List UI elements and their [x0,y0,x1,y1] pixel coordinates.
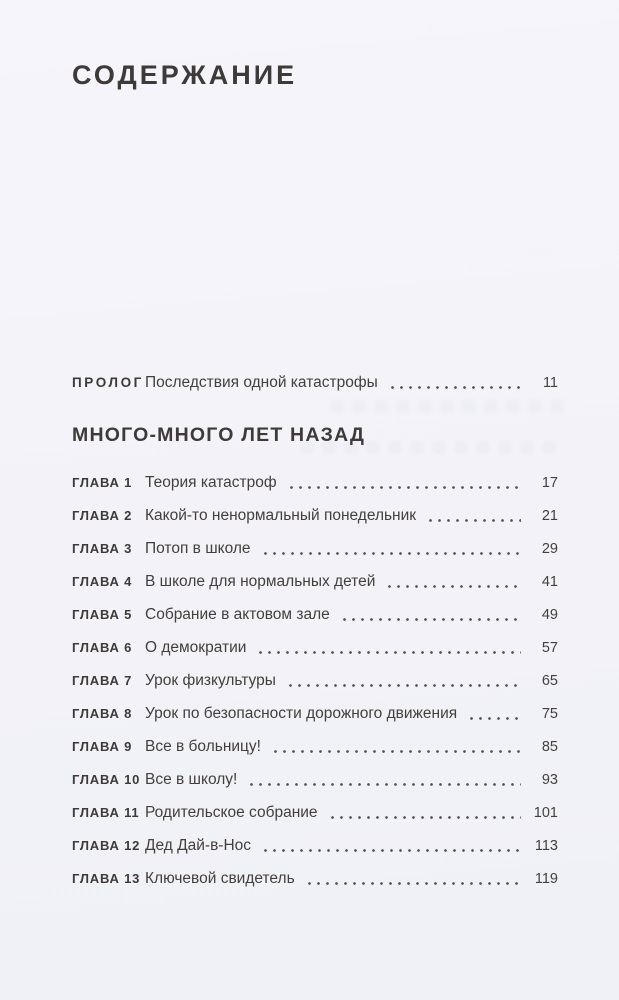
chapter-entry [72,664,558,697]
chapter-title: Какой-то ненормальный понедельник [145,506,417,524]
chapter-page-number: 85 [541,738,558,755]
chapter-list [72,466,558,895]
dot-leader [337,598,521,631]
chapter-title: В школе для нормальных детей [145,572,376,590]
chapter-entry [72,763,558,796]
chapter-entry [72,862,558,895]
chapter-page-number: 65 [541,672,558,689]
dot-leader [258,829,521,862]
chapter-page-number: 41 [541,573,558,590]
chapter-title: Ключевой свидетель [145,869,295,887]
dot-leader [258,532,521,565]
chapter-page-number: 119 [534,870,558,887]
chapter-page-number: 75 [541,705,558,722]
chapter-label: ГЛАВА 5 [72,607,133,622]
chapter-label: ГЛАВА 9 [72,739,133,754]
chapter-title: Теория катастроф [145,473,277,491]
chapter-label: ГЛАВА 3 [72,541,133,556]
dot-leader [284,466,521,499]
chapter-label: ГЛАВА 11 [72,805,140,820]
page-title: СОДЕРЖАНИЕ [72,60,298,90]
chapter-title: Родительское собрание [145,803,318,821]
show-through-artifact [330,400,565,413]
chapter-title: Дед Дай-в-Нос [145,836,252,854]
dot-leader [253,631,521,664]
chapter-page-number: 17 [541,474,558,491]
chapter-label: ГЛАВА 10 [72,772,141,787]
prologue-entry [72,366,558,399]
chapter-title: Урок физкультуры [145,671,276,689]
dot-leader [302,862,521,895]
prologue-page-number: 11 [542,374,558,391]
chapter-entry [72,730,558,763]
chapter-title: Все в школу! [145,770,238,788]
chapter-title: Все в больницу! [145,737,261,755]
chapter-page-number: 29 [541,540,558,557]
chapter-page-number: 49 [541,606,558,623]
dot-leader [382,565,521,598]
chapter-title: Потоп в школе [145,539,251,557]
chapter-entry [72,796,558,829]
dot-leader [385,366,521,399]
dot-leader [423,499,521,532]
chapter-entry [72,697,558,730]
chapter-title: Урок по безопасности дорожного движения [145,704,458,722]
prologue-label: ПРОЛОГ [72,375,144,390]
chapter-entry [72,631,558,664]
chapter-title: О демократии [145,638,247,656]
chapter-label: ГЛАВА 7 [72,673,133,688]
dot-leader [325,796,521,829]
chapter-label: ГЛАВА 6 [72,640,133,655]
dot-leader [268,730,521,763]
dot-leader [283,664,521,697]
chapter-label: ГЛАВА 1 [72,475,133,490]
chapter-label: ГЛАВА 8 [72,706,133,721]
section-heading: МНОГО-МНОГО ЛЕТ НАЗАД [72,424,366,446]
chapter-title: Собрание в актовом зале [145,605,330,623]
chapter-label: ГЛАВА 4 [72,574,133,589]
chapter-entry [72,829,558,862]
chapter-page-number: 113 [534,837,558,854]
chapter-entry [72,466,558,499]
chapter-page-number: 93 [541,771,558,788]
chapter-page-number: 57 [541,639,558,656]
chapter-page-number: 101 [533,804,558,821]
chapter-entry [72,499,558,532]
chapter-entry [72,532,558,565]
chapter-entry [72,565,558,598]
chapter-entry [72,598,558,631]
dot-leader [464,697,521,730]
chapter-label: ГЛАВА 12 [72,838,141,853]
chapter-label: ГЛАВА 13 [72,871,141,886]
dot-leader [244,763,521,796]
chapter-label: ГЛАВА 2 [72,508,133,523]
prologue-title: Последствия одной катастрофы [145,373,378,391]
chapter-page-number: 21 [541,507,558,524]
